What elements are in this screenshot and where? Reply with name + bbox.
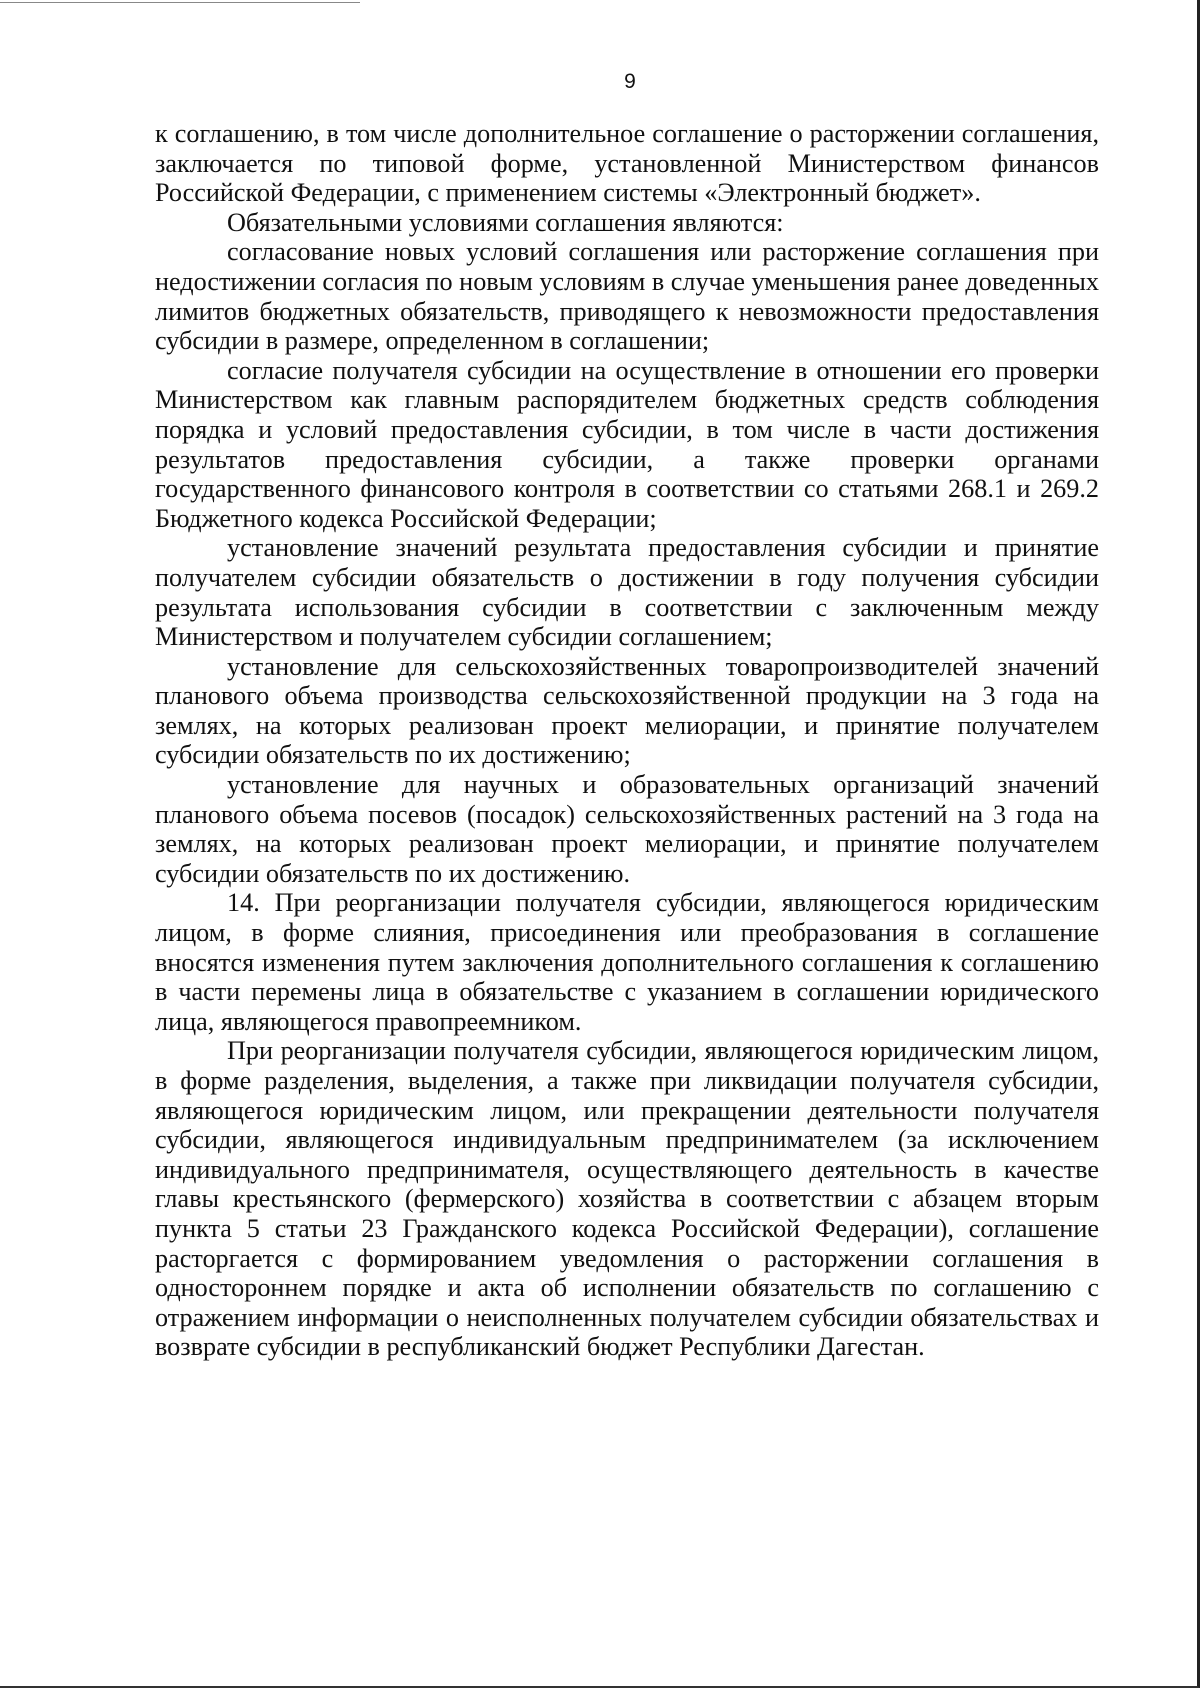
paragraph-condition-producers-volume: установление для сельскохозяйственных товаропроизводителей значений планового объема производства сельскохозяйственной продукции на 3 года на землях, на которых реализован проект мелиорации, и принятие получателем субсидии обязательств по их достижению; [155, 651, 1099, 770]
document-body [155, 119, 1099, 1362]
page-number: 9 [624, 70, 636, 93]
scan-top-rule [0, 2, 360, 3]
paragraph-condition-new-terms: согласование новых условий соглашения или расторжение соглашения при недостижении согласия по новым условиям в случае уменьшения ранее доведенных лимитов бюджетных обязательств, приводящего к невозможности предоставления субсидии в размере, определенном в соглашении; [155, 237, 1099, 356]
paragraph-mandatory-conditions: Обязательными условиями соглашения являются: [227, 207, 784, 237]
paragraph-reorganization-termination: При реорганизации получателя субсидии, являющегося юридическим лицом, в форме разделения, выделения, а также при ликвидации получателя субсидии, являющегося юридическим лицом, или прекращении деятельности получателя субсидии, являющегося индивидуальным предпринимателем (за исключением индивидуального предпринимателя, осуществляющего деятельность в качестве главы крестьянского (фермерского) хозяйства в соответствии с абзацем вторым пункта 5 статьи 23 Гражданского кодекса Российской Федерации), соглашение расторгается с формированием уведомления о расторжении соглашения в одностороннем порядке и акта об исполнении обязательств по соглашению с отражением информации о неисполненных получателем субсидии обязательствах и возврате субсидии в республиканский бюджет Республики Дагестан. [155, 1036, 1099, 1362]
paragraph-condition-organizations-sowing: установление для научных и образовательных организаций значений планового объема посевов (посадок) сельскохозяйственных растений на 3 года на землях, на которых реализован проект мелиорации, и принятие получателем субсидии обязательств по их достижению. [155, 770, 1099, 888]
paragraph-item-14-reorganization: 14. При реорганизации получателя субсидии, являющегося юридическим лицом, в форме слияния, присоединения или преобразования в соглашение вносятся изменения путем заключения дополнительного соглашения к соглашению в части перемены лица в обязательстве с указанием в соглашении юридического лица, являющегося правопреемником. [155, 888, 1099, 1036]
paragraph-agreement-form: к соглашению, в том числе дополнительное соглашение о расторжении соглашения, заключается по типовой форме, установленной Министерством финансов Российской Федерации, с применением системы «Электронный бюджет». [155, 119, 1099, 208]
paragraph-condition-result-values: установление значений результата предоставления субсидии и принятие получателем субсидии обязательств о достижении в году получения субсидии результата использования субсидии в соответствии с заключенным между Министерством и получателем субсидии соглашением; [155, 533, 1099, 652]
paragraph-condition-inspection-consent: согласие получателя субсидии на осуществление в отношении его проверки Министерством как главным распорядителем бюджетных средств соблюдения порядка и условий предоставления субсидии, в том числе в части достижения результатов предоставления субсидии, а также проверки органами государственного финансового контроля в соответствии со статьями 268.1 и 269.2 Бюджетного кодекса Российской Федерации; [155, 355, 1099, 533]
